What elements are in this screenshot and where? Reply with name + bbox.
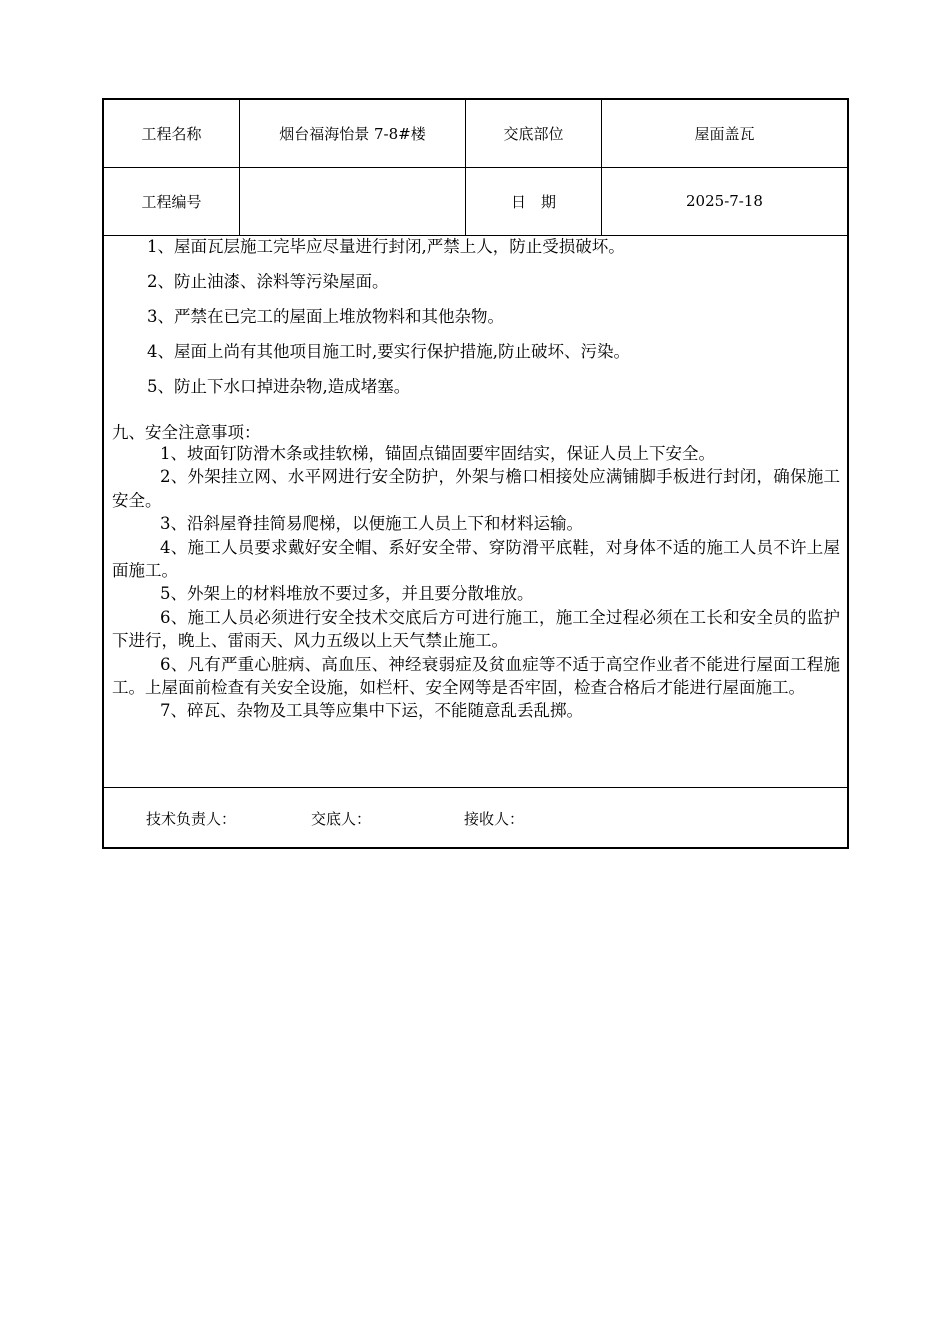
date-label: 日 期 (466, 167, 602, 235)
project-name-label: 工程名称 (104, 100, 240, 167)
safety-item: 1、坡面钉防滑木条或挂软梯，锚固点锚固要牢固结实，保证人员上下安全。 (160, 444, 715, 463)
content-area: 1、屋面瓦层施工完毕应尽量进行封闭,严禁上人，防止受损破坏。 2、防止油漆、涂料等污染屋面。 3、严禁在已完工的屋面上堆放物料和其他杂物。 4、屋面上尚有其他项目施工时,要实行保护措施,防止破坏、污染。 5、防止下水口掉进杂物,造成堵塞。 九、安全注意事项： 1、坡面钉防滑木条或挂软梯，锚固点锚固要牢固结实，保证人员上下安全。 2、外架挂立网、水平网进行安全防护，外架与檐口相接处应满铺脚手板进行封闭，确保施工安全。 3、沿斜屋脊挂简易爬梯，以便施工人员上下和材料运输。 4、施工人员要求戴好安全帽、系好安全带、穿防滑平底鞋，对身体不适的施工人员不许上屋面施工。 5、外架上的材料堆放不要过多，并且要分散堆放。 6、施工人员必须进行安全技术交底后方可进行施工，施工全过程必须在工长和安全员的监护下进行，晚上、雷雨天、风力五级以上天气禁止施工。 6、凡有严重心脏病、高血压、神经衰弱症及贫血症等不适于高空作业者不能进行屋面工程施工。上屋面前检查有关安全设施，如栏杆、安全网等是否牢固，检查合格后才能进行屋面施工。 7、碎瓦、杂物及工具等应集中下运，不能随意乱丢乱掷。 (104, 236, 847, 787)
location-label: 交底部位 (466, 100, 602, 167)
project-no-label: 工程编号 (104, 167, 240, 235)
safety-item: 5、外架上的材料堆放不要过多，并且要分散堆放。 (160, 584, 534, 604)
disclosure-form (102, 98, 849, 849)
safety-item: 4、施工人员要求戴好安全帽、系好安全带、穿防滑平底鞋，对身体不适的施工人员不许上屋面施工。 (112, 537, 840, 581)
date-value: 2025-7-18 (686, 192, 763, 210)
safety-item: 2、外架挂立网、水平网进行安全防护，外架与檐口相接处应满铺脚手板进行封闭，确保施工安全。 (112, 467, 840, 510)
safety-section-title: 九、安全注意事项： (112, 423, 261, 442)
safety-item: 6、施工人员必须进行安全技术交底后方可进行施工，施工全过程必须在工长和安全员的监护下进行，晚上、雷雨天、风力五级以上天气禁止施工。 (112, 607, 840, 651)
safety-items (112, 442, 840, 723)
tech-lead-label: 技术负责人： (146, 810, 237, 828)
receiver-label: 接收人： (464, 810, 525, 828)
safety-item: 3、沿斜屋脊挂简易爬梯，以便施工人员上下和材料运输。 (160, 514, 583, 534)
safety-item: 6、凡有严重心脏病、高血压、神经衰弱症及贫血症等不适于高空作业者不能进行屋面工程施工。上屋面前检查有关安全设施，如栏杆、安全网等是否牢固，检查合格后才能进行屋面施工。 (112, 654, 840, 698)
briefer-label: 交底人： (311, 810, 372, 828)
project-no-value (240, 167, 466, 235)
header-row-1 (104, 100, 847, 168)
safety-item: 7、碎瓦、杂物及工具等应集中下运，不能随意乱丢乱掷。 (160, 701, 583, 721)
project-name-value: 烟台福海怡景 7-8#楼 (240, 100, 466, 167)
location-value: 屋面盖瓦 (694, 125, 755, 143)
header-row-2 (104, 167, 847, 236)
signature-row (104, 787, 847, 848)
